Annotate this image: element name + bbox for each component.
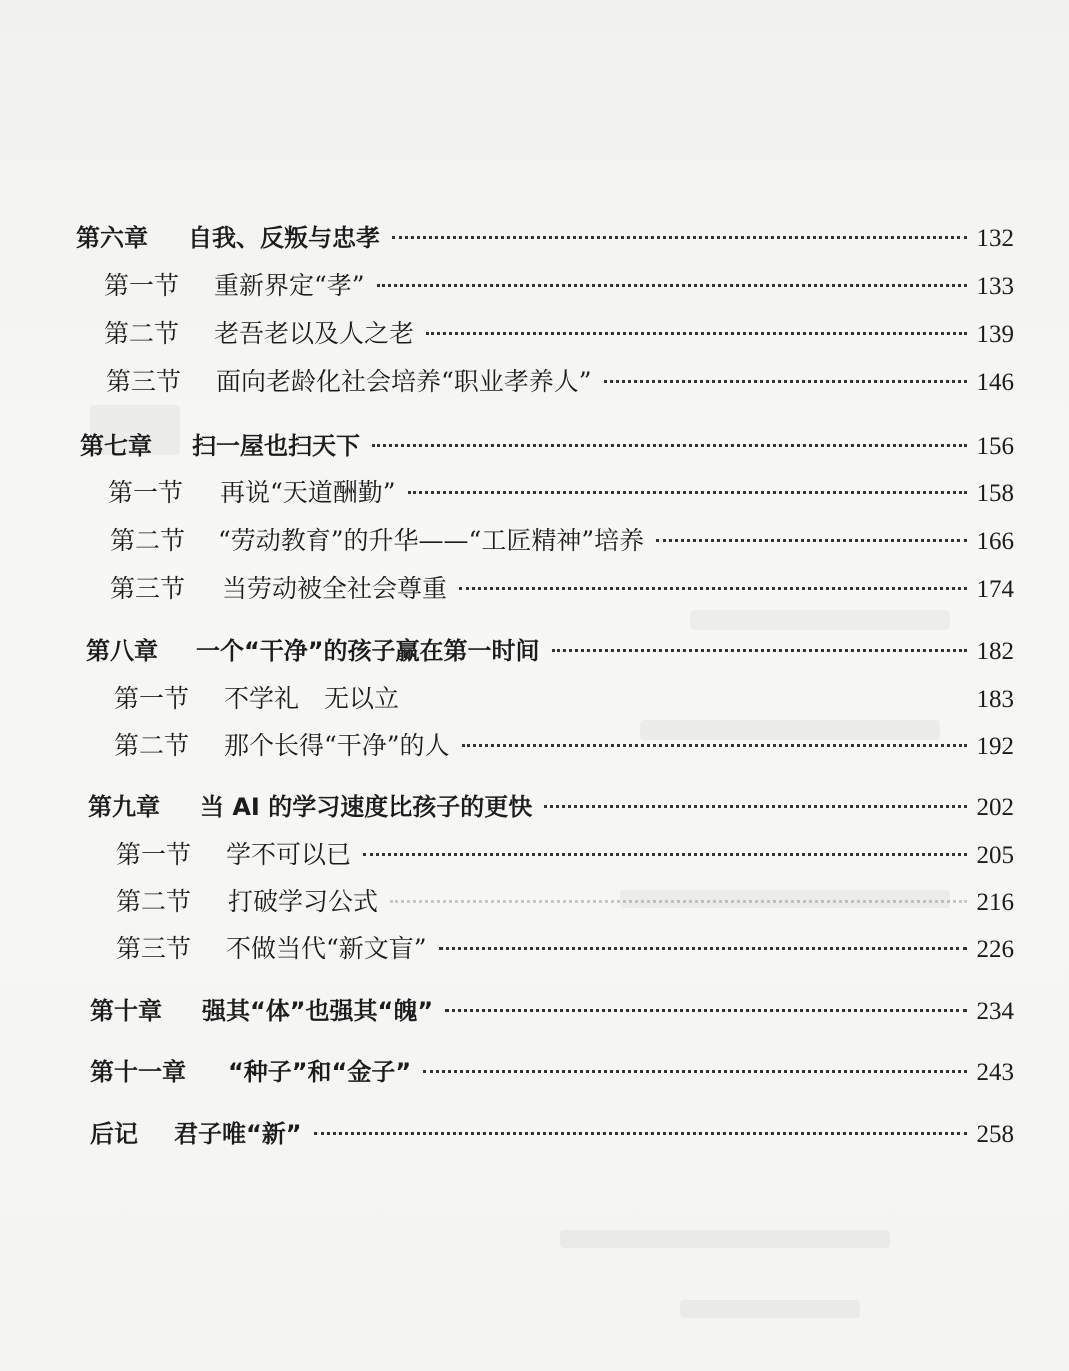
dot-leader bbox=[392, 236, 967, 239]
entry-label: 第一节 bbox=[104, 271, 180, 300]
entry-label: 第一节 bbox=[114, 684, 190, 713]
page-number: 156 bbox=[976, 433, 1014, 460]
page-number: 226 bbox=[976, 936, 1014, 963]
toc-section[interactable] bbox=[116, 933, 1014, 966]
dot-leader bbox=[544, 805, 966, 808]
toc-chapter[interactable] bbox=[90, 1056, 1014, 1089]
entry-title: 当劳动被全社会尊重 bbox=[222, 574, 448, 603]
entry-title: 扫一屋也扫天下 bbox=[192, 432, 360, 460]
dot-leader bbox=[445, 1009, 966, 1012]
entry-label: 第三节 bbox=[116, 934, 192, 963]
toc-section[interactable] bbox=[116, 839, 1014, 872]
page-number: 158 bbox=[976, 480, 1014, 507]
dot-leader bbox=[372, 444, 967, 447]
entry-label: 第八章 bbox=[86, 637, 158, 665]
entry-title: 不做当代“新文盲” bbox=[226, 934, 427, 963]
entry-title: 重新界定“孝” bbox=[214, 271, 365, 300]
toc-section[interactable] bbox=[114, 683, 1014, 716]
dot-leader bbox=[552, 649, 967, 652]
entry-label: 第三节 bbox=[110, 574, 186, 603]
toc-chapter[interactable] bbox=[90, 1118, 1014, 1151]
dot-leader bbox=[459, 587, 966, 590]
page-number: 174 bbox=[976, 576, 1014, 603]
entry-title: 老吾老以及人之老 bbox=[214, 319, 415, 348]
toc-chapter[interactable] bbox=[80, 430, 1014, 463]
entry-title: “种子”和“金子” bbox=[228, 1058, 412, 1086]
entry-label: 第二节 bbox=[110, 526, 186, 555]
entry-title: 强其“体”也强其“魄” bbox=[202, 997, 434, 1025]
entry-title: 面向老龄化社会培养“职业孝养人” bbox=[216, 367, 592, 396]
dot-leader bbox=[314, 1132, 967, 1135]
entry-title: “劳动教育”的升华——“工匠精神”培养 bbox=[218, 526, 645, 555]
entry-title: 一个“干净”的孩子赢在第一时间 bbox=[196, 637, 540, 665]
entry-title: 自我、反叛与忠孝 bbox=[188, 224, 380, 252]
dot-leader bbox=[604, 380, 967, 383]
entry-label: 后记 bbox=[90, 1120, 138, 1148]
entry-label: 第一节 bbox=[116, 840, 192, 869]
entry-label: 第二节 bbox=[104, 319, 180, 348]
toc-section[interactable] bbox=[106, 366, 1014, 399]
entry-title: 学不可以已 bbox=[226, 840, 352, 869]
page-number: 234 bbox=[976, 998, 1014, 1025]
page-number: 202 bbox=[976, 794, 1014, 821]
entry-label: 第九章 bbox=[88, 793, 160, 821]
page-number: 182 bbox=[976, 638, 1014, 665]
page-number: 258 bbox=[976, 1121, 1014, 1148]
dot-leader bbox=[411, 697, 966, 700]
entry-title: 不学礼 无以立 bbox=[224, 684, 400, 713]
page-number: 146 bbox=[976, 369, 1014, 396]
page-number: 216 bbox=[976, 889, 1014, 916]
toc-section[interactable] bbox=[110, 573, 1014, 606]
entry-title: 再说“天道酬勤” bbox=[220, 478, 396, 507]
dot-leader bbox=[390, 900, 966, 903]
entry-label: 第十章 bbox=[90, 997, 162, 1025]
dot-leader bbox=[423, 1070, 966, 1073]
dot-leader bbox=[363, 853, 966, 856]
dot-leader bbox=[462, 744, 967, 747]
dot-leader bbox=[377, 284, 967, 287]
page-number: 205 bbox=[976, 842, 1014, 869]
page-number: 132 bbox=[976, 225, 1014, 252]
entry-label: 第十一章 bbox=[90, 1058, 186, 1086]
entry-label: 第六章 bbox=[76, 224, 148, 252]
entry-label: 第二节 bbox=[114, 731, 190, 760]
page-number: 183 bbox=[976, 686, 1014, 713]
entry-label: 第三节 bbox=[106, 367, 182, 396]
toc-section[interactable] bbox=[108, 477, 1014, 510]
page-number: 133 bbox=[976, 273, 1014, 300]
dot-leader bbox=[426, 332, 966, 335]
page-number: 243 bbox=[976, 1059, 1014, 1086]
page-number: 166 bbox=[976, 528, 1014, 555]
dot-leader bbox=[408, 491, 967, 494]
toc-chapter[interactable] bbox=[90, 995, 1014, 1028]
toc-section[interactable] bbox=[104, 270, 1014, 303]
entry-title: 君子唯“新” bbox=[174, 1120, 302, 1148]
dot-leader bbox=[439, 947, 967, 950]
entry-label: 第二节 bbox=[116, 887, 192, 916]
toc-section[interactable] bbox=[116, 886, 1014, 919]
entry-title: 那个长得“干净”的人 bbox=[224, 731, 450, 760]
page-number: 192 bbox=[976, 733, 1014, 760]
entry-label: 第七章 bbox=[80, 432, 152, 460]
page-number: 139 bbox=[976, 321, 1014, 348]
toc-section[interactable] bbox=[110, 525, 1014, 558]
toc-section[interactable] bbox=[104, 318, 1014, 351]
toc-chapter[interactable] bbox=[86, 635, 1014, 668]
toc-chapter[interactable] bbox=[88, 791, 1014, 824]
toc-section[interactable] bbox=[114, 730, 1014, 763]
dot-leader bbox=[656, 539, 966, 542]
entry-label: 第一节 bbox=[108, 478, 184, 507]
toc-chapter[interactable] bbox=[76, 222, 1014, 255]
entry-title: 当 AI 的学习速度比孩子的更快 bbox=[200, 793, 533, 821]
entry-title: 打破学习公式 bbox=[228, 887, 379, 916]
